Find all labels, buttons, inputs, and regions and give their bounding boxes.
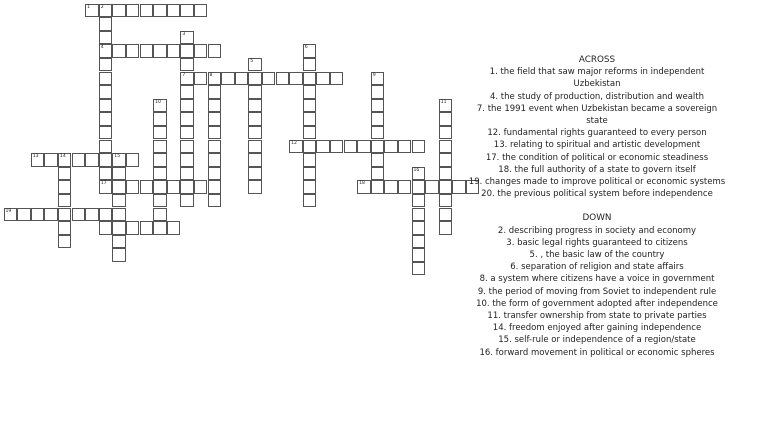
grid-cell[interactable]	[153, 194, 167, 208]
grid-cell[interactable]	[167, 4, 181, 18]
grid-cell[interactable]	[180, 112, 194, 126]
across-clue-12: 12. fundamental rights guaranteed to every person	[487, 128, 707, 139]
grid-cell[interactable]	[58, 235, 72, 249]
grid-cell[interactable]	[248, 167, 262, 181]
grid-cell[interactable]	[31, 153, 45, 167]
grid-cell[interactable]	[208, 140, 222, 154]
grid-cell[interactable]	[112, 44, 126, 58]
across-clue-19: 19. changes made to improve political or economic systems	[468, 177, 726, 188]
grid-cell[interactable]	[371, 112, 385, 126]
grid-cell[interactable]	[248, 99, 262, 113]
grid-cell[interactable]	[58, 153, 72, 167]
grid-cell[interactable]	[412, 248, 426, 262]
grid-cell[interactable]	[194, 44, 208, 58]
grid-cell[interactable]	[112, 180, 126, 194]
grid-cell[interactable]	[153, 126, 167, 140]
grid-cell[interactable]	[439, 167, 453, 181]
grid-cell[interactable]	[439, 194, 453, 208]
grid-cell[interactable]	[303, 72, 317, 86]
grid-cell[interactable]	[303, 85, 317, 99]
grid-cell[interactable]	[4, 208, 18, 222]
grid-cell[interactable]	[85, 153, 99, 167]
grid-cell[interactable]	[412, 167, 426, 181]
grid-cell[interactable]	[58, 180, 72, 194]
grid-cell[interactable]	[398, 180, 412, 194]
across-clue-4: 4. the study of production, distribution and wealth	[490, 91, 704, 102]
down-clue-list	[466, 225, 728, 359]
grid-cell[interactable]	[303, 58, 317, 72]
cell-number: 17	[100, 181, 107, 187]
down-clue-5: 5. , the basic law of the country	[529, 250, 665, 261]
grid-cell[interactable]	[99, 44, 113, 58]
grid-cell[interactable]	[303, 99, 317, 113]
grid-cell[interactable]	[303, 194, 317, 208]
grid-cell[interactable]	[140, 4, 154, 18]
grid-cell[interactable]	[439, 208, 453, 222]
down-clue-2: 2. describing progress in society and economy	[497, 225, 697, 236]
grid-cell[interactable]	[112, 208, 126, 222]
cell-number: 12	[291, 140, 297, 146]
grid-cell[interactable]	[180, 85, 194, 99]
grid-cell[interactable]	[99, 58, 113, 72]
grid-cell[interactable]	[99, 167, 113, 181]
grid-cell[interactable]	[248, 153, 262, 167]
grid-cell[interactable]	[112, 248, 126, 262]
grid-cell[interactable]	[412, 262, 426, 276]
grid-cell[interactable]	[180, 31, 194, 45]
grid-cell[interactable]	[112, 4, 126, 18]
grid-cell[interactable]	[99, 112, 113, 126]
down-clue-10: 10. the form of government adopted after independence	[476, 298, 718, 309]
grid-cell[interactable]	[439, 153, 453, 167]
down-clue-9: 9. the period of moving from Soviet to independent rule	[477, 286, 717, 297]
grid-cell[interactable]	[126, 4, 140, 18]
grid-cell[interactable]	[140, 44, 154, 58]
grid-cell[interactable]	[99, 85, 113, 99]
grid-cell[interactable]	[289, 72, 303, 86]
across-heading: ACROSS	[578, 55, 616, 65]
grid-cell[interactable]	[112, 221, 126, 235]
grid-cell[interactable]	[439, 140, 453, 154]
down-clue-15: 15. self-rule or independence of a region/state	[498, 335, 696, 346]
grid-cell[interactable]	[99, 31, 113, 45]
grid-cell[interactable]	[153, 153, 167, 167]
grid-cell[interactable]	[167, 180, 181, 194]
down-clue-3: 3. basic legal rights guaranteed to citizens	[506, 237, 688, 248]
grid-cell[interactable]	[303, 140, 317, 154]
grid-cell[interactable]	[99, 153, 113, 167]
down-clue-8: 8. a system where citizens have a voice in government	[479, 274, 715, 285]
cell-number: 9	[372, 72, 376, 78]
grid-cell[interactable]	[153, 112, 167, 126]
grid-cell[interactable]	[357, 180, 371, 194]
grid-cell[interactable]	[153, 221, 167, 235]
grid-cell[interactable]	[248, 140, 262, 154]
grid-cell[interactable]	[262, 72, 276, 86]
grid-cell[interactable]	[153, 180, 167, 194]
grid-cell[interactable]	[248, 85, 262, 99]
grid-cell[interactable]	[208, 72, 222, 86]
grid-cell[interactable]	[180, 126, 194, 140]
grid-cell[interactable]	[72, 153, 86, 167]
grid-cell[interactable]	[371, 85, 385, 99]
grid-cell[interactable]	[248, 72, 262, 86]
grid-cell[interactable]	[99, 180, 113, 194]
grid-cell[interactable]	[276, 72, 290, 86]
grid-cell[interactable]	[180, 44, 194, 58]
grid-cell[interactable]	[112, 153, 126, 167]
cell-number: 10	[155, 99, 161, 105]
grid-cell[interactable]	[126, 44, 140, 58]
grid-cell[interactable]	[126, 221, 140, 235]
grid-cell[interactable]	[180, 72, 194, 86]
cell-number: 1	[87, 4, 91, 10]
cell-number: 15	[114, 154, 121, 160]
grid-cell[interactable]	[439, 99, 453, 113]
grid-cell[interactable]	[371, 72, 385, 86]
grid-cell[interactable]	[180, 167, 194, 181]
grid-cell[interactable]	[344, 140, 358, 154]
grid-cell[interactable]	[208, 167, 222, 181]
grid-cell[interactable]	[180, 140, 194, 154]
grid-cell[interactable]	[303, 126, 317, 140]
grid-cell[interactable]	[112, 235, 126, 249]
grid-cell[interactable]	[180, 180, 194, 194]
grid-cell[interactable]	[58, 194, 72, 208]
grid-cell[interactable]	[384, 140, 398, 154]
grid-cell[interactable]	[412, 194, 426, 208]
grid-cell[interactable]	[72, 208, 86, 222]
down-clue-11: 11. transfer ownership from state to private parties	[487, 311, 707, 322]
grid-cell[interactable]	[439, 112, 453, 126]
cell-number: 18	[359, 181, 365, 187]
grid-cell[interactable]	[153, 208, 167, 222]
grid-cell[interactable]	[99, 4, 113, 18]
cell-number: 5	[250, 58, 254, 64]
grid-cell[interactable]	[99, 99, 113, 113]
grid-cell[interactable]	[44, 153, 58, 167]
grid-cell[interactable]	[140, 180, 154, 194]
across-clue-list	[466, 66, 728, 200]
grid-cell[interactable]	[371, 167, 385, 181]
grid-cell[interactable]	[153, 140, 167, 154]
grid-cell[interactable]	[153, 167, 167, 181]
grid-cell[interactable]	[208, 44, 222, 58]
grid-cell[interactable]	[140, 221, 154, 235]
grid-cell[interactable]	[194, 72, 208, 86]
grid-cell[interactable]	[289, 140, 303, 154]
grid-cell[interactable]	[248, 126, 262, 140]
grid-cell[interactable]	[208, 85, 222, 99]
grid-cell[interactable]	[180, 194, 194, 208]
grid-cell[interactable]	[208, 99, 222, 113]
grid-cell[interactable]	[371, 153, 385, 167]
grid-cell[interactable]	[439, 221, 453, 235]
grid-cell[interactable]	[357, 140, 371, 154]
grid-cell[interactable]	[248, 112, 262, 126]
grid-cell[interactable]	[99, 221, 113, 235]
grid-cell[interactable]	[99, 72, 113, 86]
down-clue-14: 14. freedom enjoyed after gaining independence	[492, 323, 702, 334]
cell-number: 14	[59, 154, 66, 160]
grid-cell[interactable]	[194, 180, 208, 194]
grid-cell[interactable]	[439, 180, 453, 194]
grid-cell[interactable]	[85, 208, 99, 222]
grid-cell[interactable]	[208, 194, 222, 208]
clue-panel	[466, 54, 728, 359]
cell-number: 6	[304, 45, 308, 51]
grid-cell[interactable]	[371, 180, 385, 194]
grid-cell[interactable]	[58, 167, 72, 181]
grid-cell[interactable]	[208, 180, 222, 194]
across-clue-20: 20. the previous political system before independence	[481, 189, 713, 200]
down-clue-6: 6. separation of religion and state affairs	[510, 262, 684, 273]
across-clue-18: 18. the full authority of a state to govern itself	[498, 164, 696, 175]
grid-cell[interactable]	[371, 126, 385, 140]
cell-number: 13	[32, 154, 39, 160]
cell-number: 3	[182, 31, 186, 37]
grid-cell[interactable]	[398, 140, 412, 154]
grid-cell[interactable]	[221, 72, 235, 86]
across-clue-1: 1. the field that saw major reforms in independent Uzbekistan	[489, 67, 705, 90]
crossword-grid	[0, 0, 470, 300]
grid-cell[interactable]	[248, 58, 262, 72]
cell-number: 19	[5, 208, 12, 214]
grid-cell[interactable]	[180, 4, 194, 18]
cell-number: 11	[440, 99, 447, 105]
grid-cell[interactable]	[452, 180, 466, 194]
grid-cell[interactable]	[31, 208, 45, 222]
grid-cell[interactable]	[371, 99, 385, 113]
grid-cell[interactable]	[303, 167, 317, 181]
grid-cell[interactable]	[208, 112, 222, 126]
grid-cell[interactable]	[248, 180, 262, 194]
grid-cell[interactable]	[126, 180, 140, 194]
grid-cell[interactable]	[58, 221, 72, 235]
grid-cell[interactable]	[99, 140, 113, 154]
cell-number: 4	[100, 45, 104, 51]
down-heading: DOWN	[582, 213, 612, 224]
grid-cell[interactable]	[208, 153, 222, 167]
grid-cell[interactable]	[58, 208, 72, 222]
grid-cell[interactable]	[180, 99, 194, 113]
grid-cell[interactable]	[112, 194, 126, 208]
grid-cell[interactable]	[303, 44, 317, 58]
grid-cell[interactable]	[330, 72, 344, 86]
grid-cell[interactable]	[99, 126, 113, 140]
grid-cell[interactable]	[371, 140, 385, 154]
grid-cell[interactable]	[153, 99, 167, 113]
cell-number: 16	[413, 167, 420, 173]
grid-cell[interactable]	[235, 72, 249, 86]
grid-cell[interactable]	[85, 4, 99, 18]
grid-cell[interactable]	[180, 58, 194, 72]
grid-cell[interactable]	[330, 140, 344, 154]
cell-number: 8	[209, 72, 213, 78]
grid-cell[interactable]	[126, 153, 140, 167]
grid-cell[interactable]	[303, 112, 317, 126]
cell-number: 7	[182, 72, 186, 78]
grid-cell[interactable]	[167, 44, 181, 58]
grid-cell[interactable]	[316, 72, 330, 86]
grid-cell[interactable]	[99, 17, 113, 31]
grid-cell[interactable]	[384, 180, 398, 194]
grid-cell[interactable]	[44, 208, 58, 222]
across-clue-13: 13. relating to spiritual and artistic development	[493, 140, 701, 151]
grid-cell[interactable]	[412, 235, 426, 249]
grid-cell[interactable]	[180, 153, 194, 167]
grid-cell[interactable]	[425, 180, 439, 194]
across-clue-7: 7. the 1991 event when Uzbekistan became a sovereign state	[476, 103, 718, 127]
grid-cell[interactable]	[412, 221, 426, 235]
grid-cell[interactable]	[99, 208, 113, 222]
down-clue-16: 16. forward movement in political or economic spheres	[479, 347, 715, 358]
grid-cell[interactable]	[412, 208, 426, 222]
grid-cell[interactable]	[303, 153, 317, 167]
grid-cell[interactable]	[412, 180, 426, 194]
grid-cell[interactable]	[194, 4, 208, 18]
across-clue-17: 17. the condition of political or economic steadiness	[485, 152, 709, 163]
grid-cell[interactable]	[112, 167, 126, 181]
grid-cell[interactable]	[153, 44, 167, 58]
grid-cell[interactable]	[208, 126, 222, 140]
grid-cell[interactable]	[167, 221, 181, 235]
grid-cell[interactable]	[412, 140, 426, 154]
grid-cell[interactable]	[439, 126, 453, 140]
cell-number: 2	[100, 4, 104, 10]
grid-cell[interactable]	[153, 4, 167, 18]
grid-cell[interactable]	[316, 140, 330, 154]
grid-cell[interactable]	[17, 208, 31, 222]
grid-cell[interactable]	[303, 180, 317, 194]
